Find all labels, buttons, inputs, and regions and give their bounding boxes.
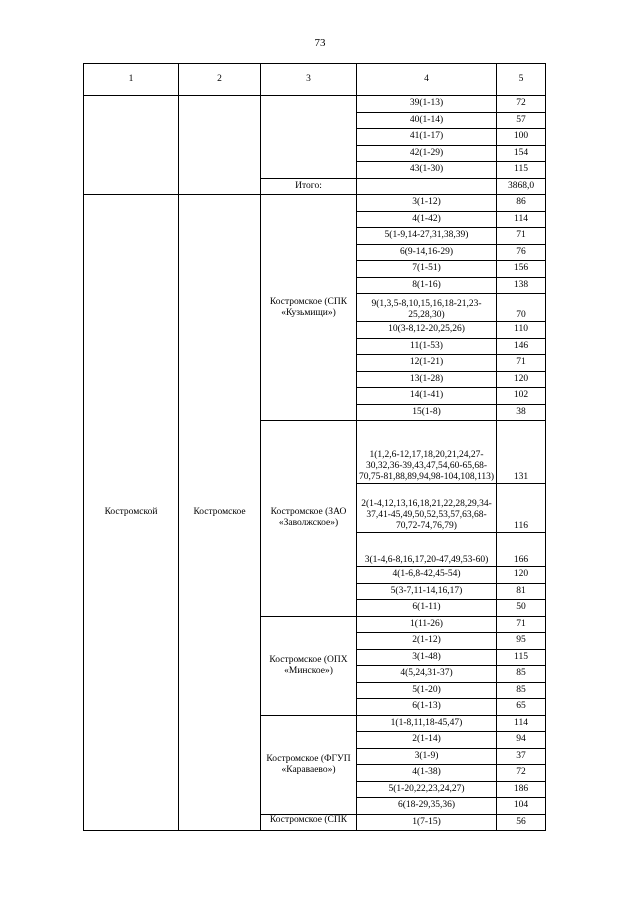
plots-cell: 1(11-26) — [357, 616, 497, 633]
total-value: 3868,0 — [497, 178, 546, 195]
plots-cell: 39(1-13) — [357, 96, 497, 113]
area-cell: 146 — [497, 338, 546, 355]
header-cell: 1 — [84, 64, 179, 96]
area-cell: 71 — [497, 355, 546, 372]
plots-cell: 4(1-42) — [357, 211, 497, 228]
area-cell: 115 — [497, 649, 546, 666]
plots-cell: 6(1-11) — [357, 600, 497, 617]
area-cell: 100 — [497, 129, 546, 146]
plots-cell: 1(1,2,6-12,17,18,20,21,24,27-30,32,36-39,43,47,54,60-65,68-70,75-81,88,89,94,98-104,108,113) — [357, 421, 497, 484]
table-row — [84, 195, 546, 212]
plots-cell: 6(9-14,16-29) — [357, 244, 497, 261]
plots-cell: 1(7-15) — [357, 814, 497, 831]
header-cell: 5 — [497, 64, 546, 96]
area-cell: 138 — [497, 277, 546, 294]
area-cell: 86 — [497, 195, 546, 212]
plots-cell: 4(1-38) — [357, 765, 497, 782]
area-cell: 56 — [497, 814, 546, 831]
region-cell-empty — [84, 96, 179, 195]
area-cell: 70 — [497, 294, 546, 322]
area-cell: 72 — [497, 96, 546, 113]
area-cell: 76 — [497, 244, 546, 261]
plots-cell: 9(1,3,5-8,10,15,16,18-21,23-25,28,30) — [357, 294, 497, 322]
data-table — [83, 63, 546, 831]
plots-cell: 2(1-14) — [357, 732, 497, 749]
farm-cell: Костромское (ОПХ «Минское») — [261, 616, 357, 715]
district-cell-empty — [179, 96, 261, 195]
plots-cell: 7(1-51) — [357, 261, 497, 278]
plots-cell: 1(1-8,11,18-45,47) — [357, 715, 497, 732]
area-cell: 116 — [497, 484, 546, 533]
plots-cell: 4(1-6,8-42,45-54) — [357, 567, 497, 584]
area-cell: 85 — [497, 682, 546, 699]
farm-cell: Костромское (ФГУП «Караваево») — [261, 715, 357, 814]
header-cell: 2 — [179, 64, 261, 96]
area-cell: 81 — [497, 583, 546, 600]
area-cell: 186 — [497, 781, 546, 798]
farm-cell: Костромское (СПК — [261, 814, 357, 831]
plots-cell: 11(1-53) — [357, 338, 497, 355]
area-cell: 166 — [497, 533, 546, 567]
total-empty — [357, 178, 497, 195]
area-cell: 120 — [497, 567, 546, 584]
district-cell: Костромское — [179, 195, 261, 831]
plots-cell: 42(1-29) — [357, 145, 497, 162]
plots-cell: 4(5,24,31-37) — [357, 666, 497, 683]
area-cell: 131 — [497, 421, 546, 484]
plots-cell: 40(1-14) — [357, 112, 497, 129]
plots-cell: 2(1-4,12,13,16,18,21,22,28,29,34-37,41-45,49,50,52,53,57,63,68-70,72-74,76,79) — [357, 484, 497, 533]
plots-cell: 14(1-41) — [357, 388, 497, 405]
area-cell: 71 — [497, 228, 546, 245]
plots-cell: 6(1-13) — [357, 699, 497, 716]
area-cell: 57 — [497, 112, 546, 129]
area-cell: 114 — [497, 715, 546, 732]
plots-cell: 5(1-20) — [357, 682, 497, 699]
area-cell: 50 — [497, 600, 546, 617]
area-cell: 104 — [497, 798, 546, 815]
area-cell: 71 — [497, 616, 546, 633]
plots-cell: 5(3-7,11-14,16,17) — [357, 583, 497, 600]
area-cell: 102 — [497, 388, 546, 405]
area-cell: 154 — [497, 145, 546, 162]
table-row — [84, 96, 546, 113]
area-cell: 37 — [497, 748, 546, 765]
plots-cell: 8(1-16) — [357, 277, 497, 294]
plots-cell: 2(1-12) — [357, 633, 497, 650]
area-cell: 120 — [497, 371, 546, 388]
area-cell: 115 — [497, 162, 546, 179]
area-cell: 94 — [497, 732, 546, 749]
plots-cell: 3(1-9) — [357, 748, 497, 765]
plots-cell: 3(1-48) — [357, 649, 497, 666]
plots-cell: 5(1-9,14-27,31,38,39) — [357, 228, 497, 245]
plots-cell: 12(1-21) — [357, 355, 497, 372]
area-cell: 72 — [497, 765, 546, 782]
plots-cell: 13(1-28) — [357, 371, 497, 388]
header-cell: 4 — [357, 64, 497, 96]
plots-cell: 3(1-12) — [357, 195, 497, 212]
farm-cell: Костромское (СПК «Кузьмищи») — [261, 195, 357, 421]
area-cell: 114 — [497, 211, 546, 228]
plots-cell: 15(1-8) — [357, 404, 497, 421]
plots-cell: 10(3-8,12-20,25,26) — [357, 322, 497, 339]
total-label: Итого: — [261, 178, 357, 195]
plots-cell: 5(1-20,22,23,24,27) — [357, 781, 497, 798]
plots-cell: 41(1-17) — [357, 129, 497, 146]
area-cell: 156 — [497, 261, 546, 278]
area-cell: 85 — [497, 666, 546, 683]
header-row — [84, 64, 546, 96]
farm-cell-empty — [261, 96, 357, 179]
area-cell: 110 — [497, 322, 546, 339]
area-cell: 95 — [497, 633, 546, 650]
plots-cell: 43(1-30) — [357, 162, 497, 179]
region-cell: Костромской — [84, 195, 179, 831]
farm-cell: Костромское (ЗАО «Заволжское») — [261, 421, 357, 617]
plots-cell: 3(1-4,6-8,16,17,20-47,49,53-60) — [357, 533, 497, 567]
header-cell: 3 — [261, 64, 357, 96]
area-cell: 65 — [497, 699, 546, 716]
page-number: 73 — [314, 37, 326, 49]
area-cell: 38 — [497, 404, 546, 421]
plots-cell: 6(18-29,35,36) — [357, 798, 497, 815]
